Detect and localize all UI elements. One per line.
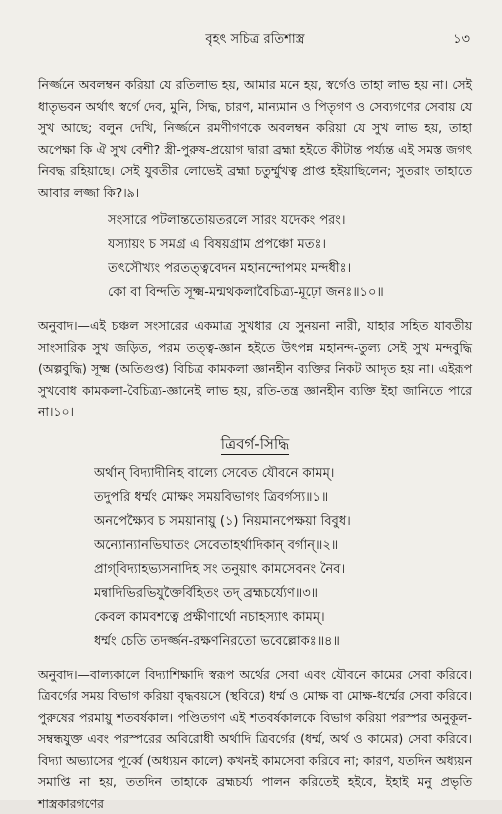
paragraph-3: অনুবাদ।—বাল্যকালে বিদ্যাশিক্ষাদি স্বরূপ অর্থের সেবা এবং যৌবনে কামের সেবা করিবে। ত্রিবর্গের সময় বিভাগ করিয়া বৃদ্ধবয়সে (স্থবিরে) ধর্ম্ম ও মোক্ষ বা মোক্ষ-ধর্ম্মের সেবা করিবে। পুরুষের পরমায়ু শতবর্ষকাল। পণ্ডিতগণ এই শতবর্ষকালকে বিভাগ করিয়া পরস্পর অনুকূল-সম্বন্ধযুক্ত এবং পরস্পরের অবিরোধী অর্থাদি ত্রিবর্গের (ধর্ম্ম, অর্থ ও কামের) সেবা করিবে। বিদ্যা অভ্যাসের পূর্ব্বে (অধ্যয়ন কালে) কখনই কামসেবা করিবে না; কারণ, যতদিন অধ্যয়ন সমাপ্তি না হয়, ততদিন তাহাকে ব্রহ্মচর্য্য পালন করিতেই হইবে, ইহাই মনু প্রভৃতি শাস্ত্রকারগণের — [38, 664, 472, 814]
verse-line: তদুপরি ধর্ম্মং মোক্ষং সময়বিভাগং ত্রিবর্গস্য॥১॥ — [94, 486, 472, 510]
verse-line: সংসারে পটলান্ততোয়তরলে সারং যদেকং পরং। — [108, 209, 472, 233]
paragraph-1: নির্জ্জনে অবলম্বন করিয়া যে রতিলাভ হয়, আমার মনে হয়, স্বর্গেও তাহা লাভ হয় না। সেই ধাতৃভবন অর্থাৎ স্বর্গে দেব, মুনি, সিদ্ধ, চারণ, মান্যমান ও পিতৃগণ ও সেব্যগণের সেবায় যে সুখ আছে; বলুন দেখি, নির্জ্জনে রমণীগণকে অবলম্বন করিয়া যে সুখ লাভ হয়, তাহা অপেক্ষা কি ঐ সুখ বেশী? স্ত্রী-পুরুষ-প্রয়োগ দ্বারা ব্রহ্মা হইতে কীটান্ত পর্য্যন্ত এই সমস্ত জগৎ নিবদ্ধ রহিয়াছে। সেই যুবতীর লোভেই ব্রহ্মা চতুর্ম্মুখত্ব প্রাপ্ত হইয়াছিলেন; সুতরাং তাহাতে আবার লজ্জা কি?।৯। — [38, 74, 472, 203]
verse-line: ধর্ম্মং চেতি তদর্জ্জন-রক্ষণনিরতো ভবেল্লোকঃ॥৪॥ — [94, 630, 472, 654]
running-title: বৃহৎ সচিত্র রতিশাস্ত্র — [38, 30, 472, 51]
page-number: ১৩ — [453, 30, 470, 51]
verse-block-1 — [38, 209, 472, 305]
section-heading — [38, 433, 472, 458]
verse-line: প্রাগ্‌বিদ্যাহভ্যসনাদিহ সং তনুয়াৎ কামসেবনং নৈব। — [94, 558, 472, 582]
verse-line: তৎসৌখ্যং পরতত্ত্ববেদন মহানন্দোপমং মন্দধীঃ। — [108, 257, 472, 281]
paragraph-2: অনুবাদ।—এই চঞ্চল সংসারের একমাত্র সুখধার যে সুনয়না নারী, যাহার সহিত যাবতীয় সাংসারিক সুখ জড়িত, পরম তত্ত্ব-জ্ঞান হইতে উৎপন্ন মহানন্দ-তুল্য সেই সুখ মন্দবুদ্ধি (অল্পবুদ্ধি) সূক্ষ্ম (অতিগুপ্ত) বিচিত্র কামকলা জ্ঞানহীন ব্যক্তির নিকট আদৃত হয় না। এইরূপ সুখবোধ কামকলা-বৈচিত্র্য-জ্ঞানেই লাভ হয়, রতি-তন্ত্র জ্ঞানহীন ব্যক্তি ইহা জানিতে পারে না।১০। — [38, 315, 472, 423]
verse-line: অর্থান্ বিদ্যাদীনিহ বাল্যে সেবেত যৌবনে কামম্। — [94, 462, 472, 486]
verse-line: মন্বাদিভিরভিযুক্তৈর্বিহিতং তদ্ ব্রহ্মচর্য্যেণ॥৩॥ — [94, 582, 472, 606]
verse-block-2 — [38, 462, 472, 654]
page-header — [38, 30, 472, 74]
verse-line: অনপেক্ষ্যৈব চ সময়ানায়ু (১) নিয়মানপেক্ষয়া বিবুধ। — [94, 510, 472, 534]
verse-line: অন্যোন্যানভিঘাতং সেবেতাহর্থাদিকান্ বর্গান্॥২॥ — [94, 534, 472, 558]
verse-line: কেবল কামবশত্বে প্রক্ষীণার্থো নচাহস্যাৎ কামম্। — [94, 606, 472, 630]
verse-line: কো বা বিন্দতি সূক্ষ্ম-মন্মথকলাবৈচিত্র্য-মূঢ়ো জনঃ॥১০॥ — [108, 281, 472, 305]
section-heading-text: ত্রিবর্গ-সিদ্ধি — [221, 435, 289, 455]
verse-line: যস্যায়ং চ সমগ্র এ বিষয়গ্রাম প্রপঞ্চো মতঃ। — [108, 233, 472, 257]
